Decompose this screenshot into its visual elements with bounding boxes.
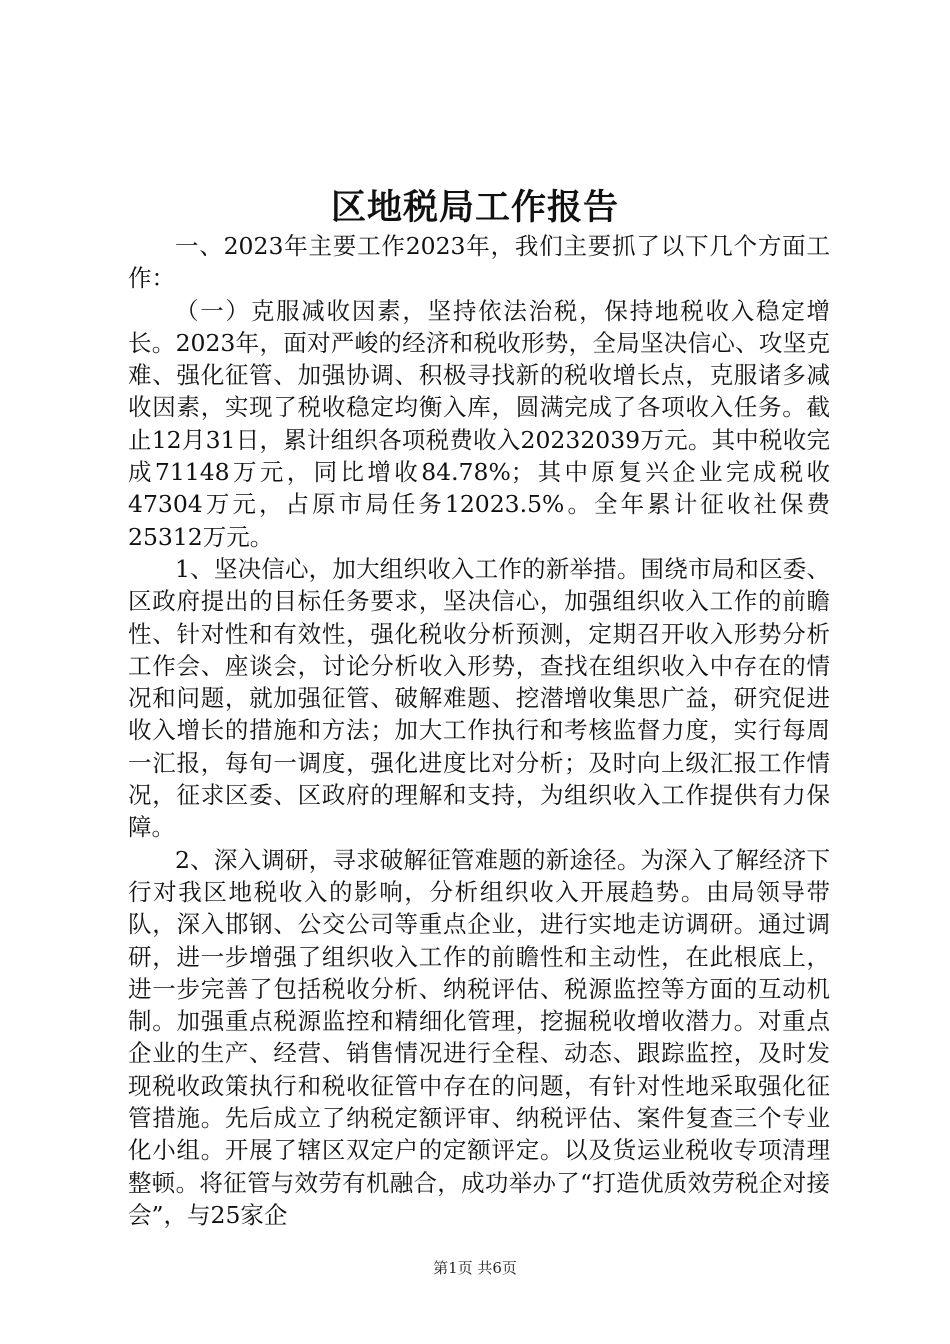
paragraph-item-two: 2、深入调研，寻求破解征管难题的新途径。为深入了解经济下行对我区地税收入的影响，分析组织收入开展趋势。由局领导带队，深入邯钢、公交公司等重点企业，进行实地走访调研。通过调研，进一步增强了组织收入工作的前瞻性和主动性，在此根底上，进一步完善了包括税收分析、纳税评估、税源监控等方面的互动机制。加强重点税源监控和精细化管理，挖掘税收增收潜力。对重点企业的生产、经营、销售情况进行全程、动态、跟踪监控，及时发现税收政策执行和税收征管中存在的问题，有针对性地采取强化征管措施。先后成立了纳税定额评审、纳税评估、案件复查三个专业化小组。开展了辖区双定户的定额评定。以及货运业税收专项清理整顿。将征管与效劳有机融合，成功举办了“打造优质效劳税企对接会”，与25家企 xyxy=(128,845,830,1229)
paragraph-subsection-one: （一）克服减收因素，坚持依法治税，保持地税收入稳定增长。2023年，面对严峻的经济和税收形势，全局坚决信心、攻坚克难、强化征管、加强协调、积极寻找新的税收增长点，克服诸多减收因素，实现了税收稳定均衡入库，圆满完成了各项收入任务。截止12月31日，累计组织各项税费收入20232039万元。其中税收完成71148万元，同比增收84.78%；其中原复兴企业完成税收47304万元，占原市局任务12023.5%。全年累计征收社保费25312万元。 xyxy=(128,296,830,551)
document-title: 区地税局工作报告 xyxy=(330,187,619,228)
paragraph-section-one: 一、2023年主要工作2023年，我们主要抓了以下几个方面工作： xyxy=(128,232,830,293)
paragraph-item-one: 1、坚决信心，加大组织收入工作的新举措。围绕市局和区委、区政府提出的目标任务要求，坚决信心，加强组织收入工作的前瞻性、针对性和有效性，强化税收分析预测，定期召开收入形势分析工作会、座谈会，讨论分析收入形势，查找在组织收入中存在的情况和问题，就加强征管、破解难题、挖潜增收集思广益，研究促进收入增长的措施和方法；加大工作执行和考核监督力度，实行每周一汇报，每旬一调度，强化进度比对分析；及时向上级汇报工作情况，征求区委、区政府的理解和支持，为组织收入工作提供有力保障。 xyxy=(128,554,830,842)
page-footer: 第1页 共6页 xyxy=(433,1259,517,1277)
document-body xyxy=(128,230,830,1231)
